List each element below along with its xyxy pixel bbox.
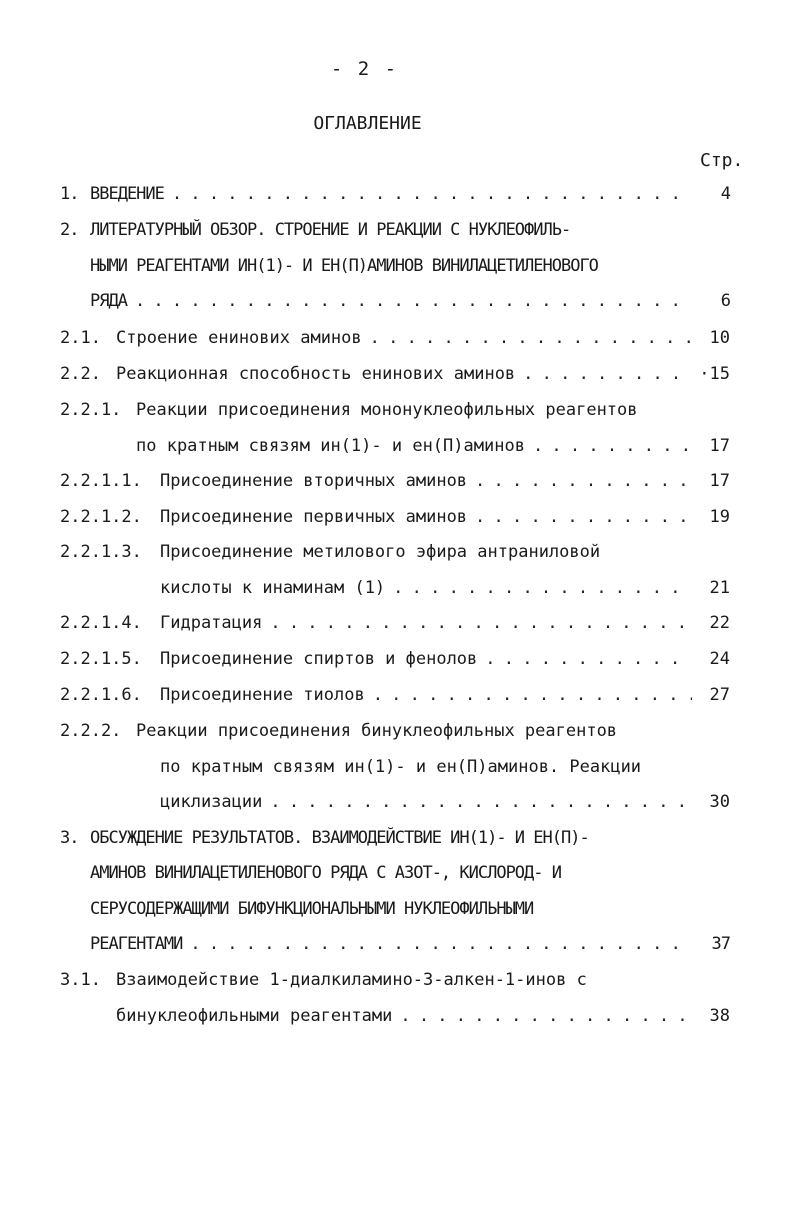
toc-entry-2-2-1-3-line-2[interactable] <box>160 578 730 606</box>
toc-entry-2-line-1[interactable] <box>60 220 730 248</box>
toc-entry-title-cont: кислоты к инаминам (1) <box>160 578 386 598</box>
toc-entry-number: 2.2.1.3. <box>60 542 142 562</box>
toc-entry-title: ЛИТЕРАТУРНЫЙ ОБЗОР. СТРОЕНИЕ И РЕАКЦИИ С НУКЛЕОФИЛЬ- <box>90 220 571 240</box>
toc-entry-3-line-4[interactable] <box>90 934 730 962</box>
toc-entry-title: Реакционная способность енинових аминов <box>116 364 516 384</box>
leader-dots <box>270 792 692 812</box>
toc-entry-title: Реакции присоединения мононуклеофильных реагентов <box>136 400 638 420</box>
page-number: - 2 - <box>330 58 399 80</box>
toc-entry-number: 1. <box>60 184 79 204</box>
toc-entry-3-1-line-2[interactable] <box>116 1006 730 1034</box>
leader-dots <box>373 685 692 705</box>
leader-dots <box>475 471 692 491</box>
toc-entry-number: 2.2. <box>60 364 101 384</box>
leader-dots <box>533 436 692 456</box>
toc-entry-number: 2.2.1.6. <box>60 685 142 705</box>
toc-entry-2-line-3[interactable] <box>90 291 730 319</box>
toc-entry-title-cont: бинуклеофильными реагентами <box>116 1006 393 1026</box>
toc-entry-number: 2.2.1.4. <box>60 613 142 633</box>
toc-entry-page: ·15 <box>699 364 730 384</box>
leader-dots <box>370 328 692 348</box>
toc-entry-2-line-2 <box>90 256 730 284</box>
toc-entry-title: Присоединение спиртов и фенолов <box>160 649 478 669</box>
toc-entry-title-cont: СЕРУСОДЕРЖАЩИМИ БИФУНКЦИОНАЛЬНЫМИ НУКЛЕОФИЛЬНЫМИ <box>90 899 534 919</box>
leader-dots <box>135 291 692 311</box>
toc-entry-2-2-1-1[interactable] <box>60 471 730 499</box>
toc-entry-page: 24 <box>709 649 730 669</box>
toc-entry-page: 27 <box>709 685 730 705</box>
toc-entry-2-2-1-6[interactable] <box>60 685 730 713</box>
toc-entry-number: 2. <box>60 220 79 240</box>
toc-entry-title-cont: по кратным связям ин(1)- и ен(П)аминов <box>136 436 525 456</box>
toc-entry-number: 2.2.1.1. <box>60 471 142 491</box>
toc-entry-page: 4 <box>720 184 730 204</box>
page-column-header: Стр. <box>700 150 744 171</box>
toc-entry-title-cont: по кратным связям ин(1)- и ен(П)аминов. Реакции <box>160 757 642 777</box>
toc-entry-2-2-2-line-1[interactable] <box>60 721 730 749</box>
toc-entry-title-cont: АМИНОВ ВИНИЛАЦЕТИЛЕНОВОГО РЯДА С АЗОТ-, КИСЛОРОД- И <box>90 863 561 883</box>
toc-title: ОГЛАВЛЕНИЕ <box>313 113 422 134</box>
toc-entry-title-cont: РЕАГЕНТАМИ <box>90 934 183 954</box>
leader-dots <box>172 184 692 204</box>
toc-entry-2-1[interactable] <box>60 328 730 356</box>
toc-entry-title: Присоединение вторичных аминов <box>160 471 468 491</box>
leader-dots <box>400 1006 692 1026</box>
toc-entry-number: 3. <box>60 828 79 848</box>
toc-entry-title: Строение енинових аминов <box>116 328 362 348</box>
toc-entry-page: 21 <box>709 578 730 598</box>
toc-entry-2-2[interactable] <box>60 364 730 392</box>
toc-entry-page: 38 <box>709 1006 730 1026</box>
leader-dots <box>190 934 692 954</box>
toc-entry-title-cont: НЫМИ РЕАГЕНТАМИ ИН(1)- И ЕН(П)АМИНОВ ВИНИЛАЦЕТИЛЕНОВОГО <box>90 256 598 276</box>
toc-entry-title: Гидратация <box>160 613 263 633</box>
toc-entry-page: 10 <box>709 328 730 348</box>
toc-entry-title-cont: циклизации <box>160 792 263 812</box>
toc-entry-2-2-2-line-2 <box>160 757 730 785</box>
leader-dots <box>475 507 692 527</box>
toc-entry-3-1-line-1[interactable] <box>60 970 730 998</box>
leader-dots <box>270 613 692 633</box>
toc-entry-title: Взаимодействие 1-диалкиламино-3-алкен-1-инов с <box>116 970 587 990</box>
toc-entry-page: 37 <box>711 934 730 954</box>
toc-entry-number: 2.2.1.2. <box>60 507 142 527</box>
toc-entry-page: 22 <box>709 613 730 633</box>
toc-entry-page: 6 <box>720 291 730 311</box>
toc-entry-page: 17 <box>709 436 730 456</box>
toc-entry-title: ОБСУЖДЕНИЕ РЕЗУЛЬТАТОВ. ВЗАИМОДЕЙСТВИЕ ИН(1)- И ЕН(П)- <box>90 828 589 848</box>
toc-entry-3-line-3 <box>90 899 730 927</box>
toc-entry-1[interactable] <box>60 184 730 212</box>
toc-entry-2-2-1-4[interactable] <box>60 613 730 641</box>
toc-entry-page: 17 <box>709 471 730 491</box>
toc-entry-page: 30 <box>709 792 730 812</box>
toc-entry-number: 2.1. <box>60 328 101 348</box>
toc-entry-number: 2.2.1. <box>60 400 122 420</box>
toc-entry-2-2-1-2[interactable] <box>60 507 730 535</box>
toc-entry-title: Присоединение метилового эфира антраниловой <box>160 542 601 562</box>
toc-entry-2-2-2-line-3[interactable] <box>160 792 730 820</box>
toc-entry-title-cont: РЯДА <box>90 291 127 311</box>
toc-entry-title: ВВЕДЕНИЕ <box>90 184 164 204</box>
toc-entry-page: 19 <box>709 507 730 527</box>
toc-entry-3-line-1[interactable] <box>60 828 730 856</box>
toc-entry-number: 2.2.1.5. <box>60 649 142 669</box>
toc-entry-2-2-1-5[interactable] <box>60 649 730 677</box>
toc-entry-2-2-1-3-line-1[interactable] <box>60 542 730 570</box>
leader-dots <box>523 364 692 384</box>
toc-entry-title: Присоединение тиолов <box>160 685 365 705</box>
toc-entry-2-2-1-line-1[interactable] <box>60 400 730 428</box>
leader-dots <box>393 578 692 598</box>
toc-entry-title: Реакции присоединения бинуклеофильных реагентов <box>136 721 618 741</box>
toc-entry-number: 3.1. <box>60 970 101 990</box>
toc-entry-number: 2.2.2. <box>60 721 122 741</box>
leader-dots <box>485 649 692 669</box>
toc-entry-3-line-2 <box>90 863 730 891</box>
toc-entry-2-2-1-line-2[interactable] <box>136 436 730 464</box>
toc-entry-title: Присоединение первичных аминов <box>160 507 468 527</box>
